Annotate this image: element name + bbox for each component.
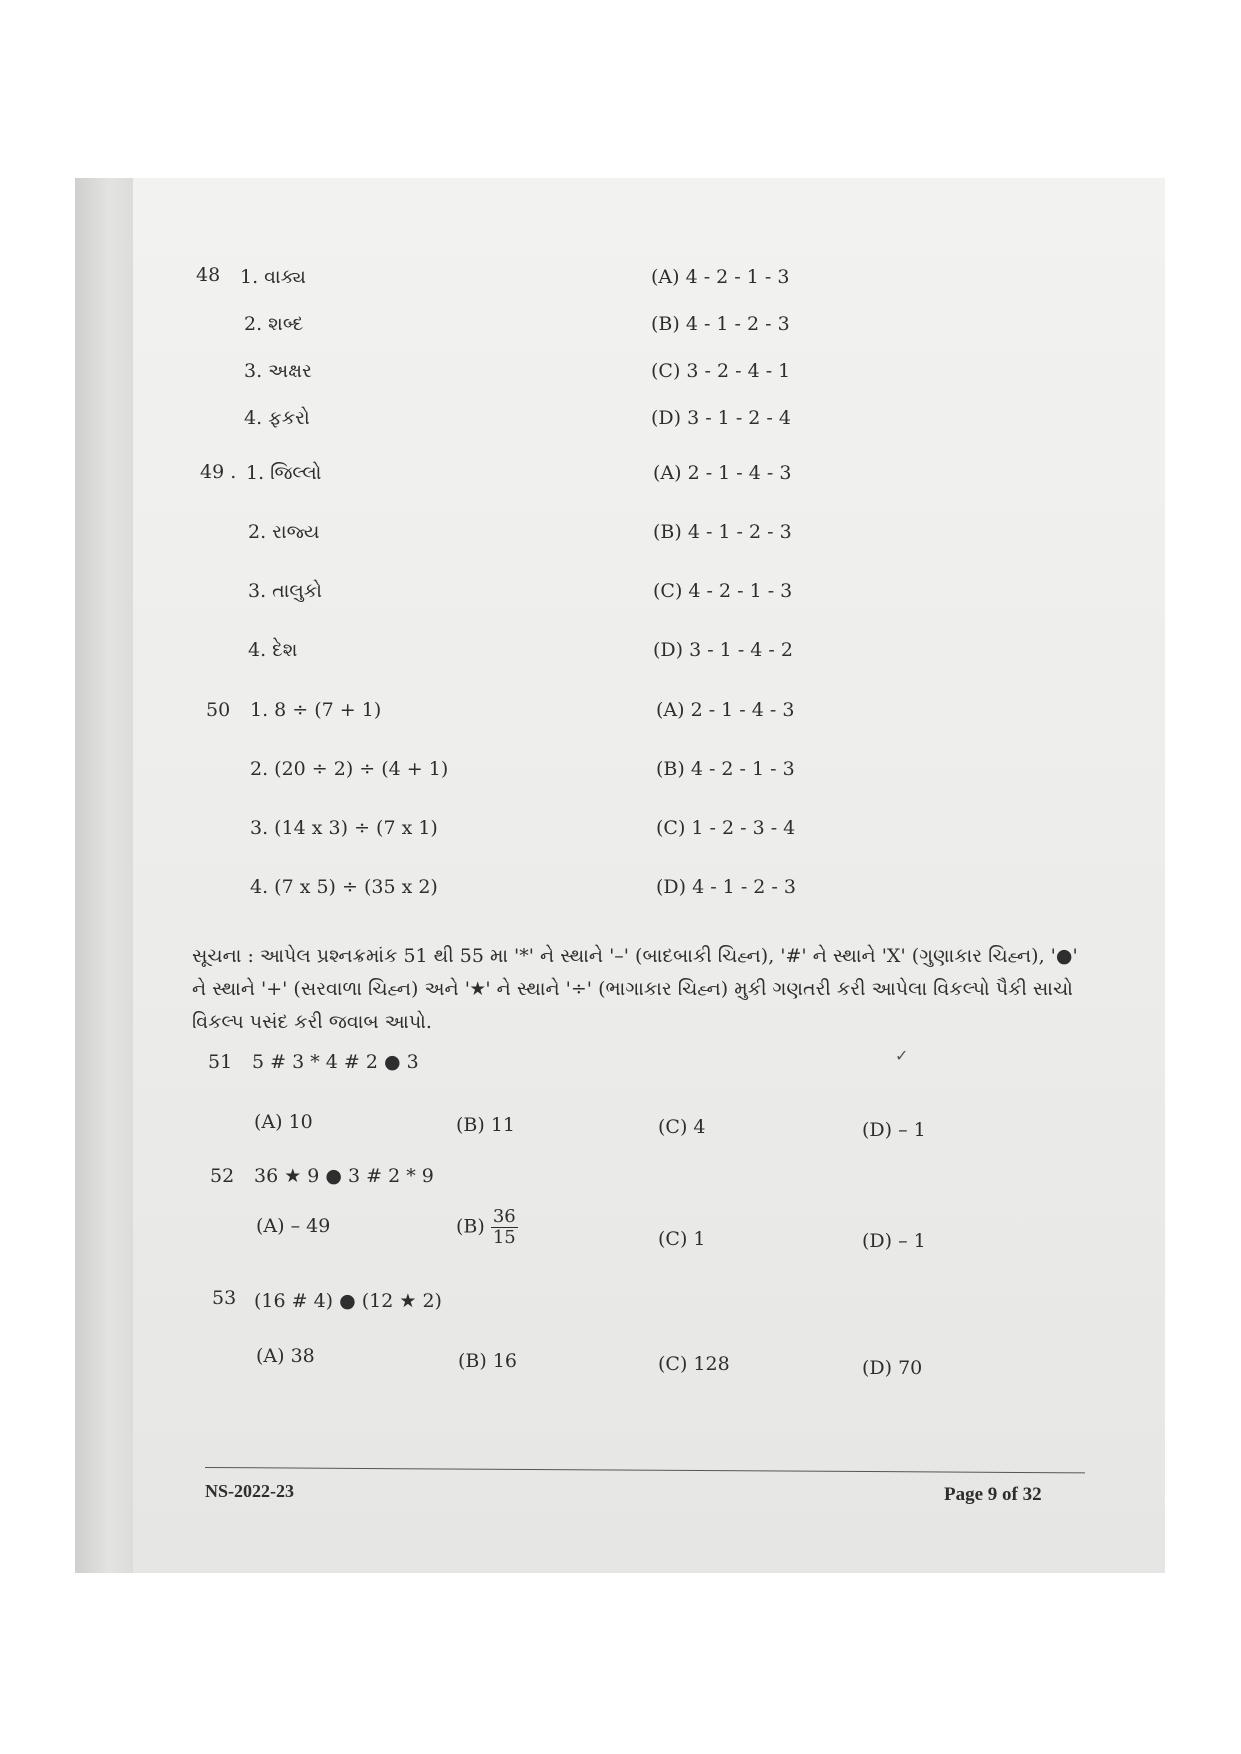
q49-item-1: 1. જિલ્લો (246, 462, 322, 484)
q51-option-b: (B) 11 (456, 1114, 516, 1136)
question-number-52: 52 (210, 1165, 235, 1187)
handwritten-check-icon: ✓ (895, 1046, 909, 1065)
q49-item-2: 2. રાજ્ય (248, 521, 320, 543)
q48-option-b: (B) 4 - 1 - 2 - 3 (651, 313, 790, 335)
q49-item-3: 3. તાલુકો (248, 580, 322, 602)
q51-option-a: (A) 10 (254, 1111, 313, 1133)
q53-option-c: (C) 128 (658, 1353, 730, 1375)
question-number-50: 50 (206, 699, 231, 721)
q51-option-c: (C) 4 (658, 1116, 706, 1138)
q49-option-d: (D) 3 - 1 - 4 - 2 (653, 639, 793, 661)
q53-option-b: (B) 16 (458, 1350, 518, 1372)
instruction-label: સૂચના : (192, 945, 254, 967)
q50-option-d: (D) 4 - 1 - 2 - 3 (656, 876, 796, 898)
q50-option-a: (A) 2 - 1 - 4 - 3 (656, 699, 795, 721)
q48-option-a: (A) 4 - 2 - 1 - 3 (651, 266, 790, 288)
q52-option-b-fraction (491, 1207, 518, 1248)
fraction-denominator: 15 (492, 1226, 516, 1248)
q49-option-c: (C) 4 - 2 - 1 - 3 (653, 580, 793, 602)
q52-option-b-label: (B) (456, 1215, 485, 1238)
q48-item-3: 3. અક્ષર (244, 360, 312, 382)
q51-expression: 5 # 3 * 4 # 2 ● 3 (252, 1051, 419, 1073)
fraction-numerator: 36 (492, 1206, 516, 1227)
q52-option-c: (C) 1 (658, 1228, 706, 1250)
q48-item-4: 4. ફકરો (244, 407, 310, 429)
q52-option-b (456, 1207, 518, 1248)
q48-item-1: 1. વાક્ય (240, 266, 306, 288)
q53-expression: (16 # 4) ● (12 ★ 2) (254, 1290, 442, 1312)
question-number-49: 49 . (200, 461, 237, 483)
document-code: NS-2022-23 (205, 1481, 294, 1501)
q50-option-b: (B) 4 - 2 - 1 - 3 (656, 758, 795, 780)
page-fold (75, 178, 133, 1573)
q49-option-b: (B) 4 - 1 - 2 - 3 (653, 521, 792, 543)
q50-item-1: 1. 8 ÷ (7 + 1) (250, 699, 382, 721)
q50-item-4: 4. (7 x 5) ÷ (35 x 2) (250, 876, 438, 898)
question-number-51: 51 (208, 1051, 233, 1073)
q52-expression: 36 ★ 9 ● 3 # 2 * 9 (254, 1165, 434, 1187)
question-number-48: 48 (196, 264, 221, 286)
q49-item-4: 4. દેશ (248, 639, 298, 661)
q52-option-a: (A) – 49 (256, 1215, 331, 1237)
q50-item-3: 3. (14 x 3) ÷ (7 x 1) (250, 817, 438, 839)
q52-option-d: (D) – 1 (862, 1230, 926, 1252)
q51-option-d: (D) – 1 (862, 1119, 926, 1141)
instruction-text: આપેલ પ્રશ્નક્રમાંક 51 થી 55 મા '*' ને સ્થાને '–' (બાદબાકી ચિહ્ન), '#' ને સ્થાને 'X' (ગુણાકાર ચિહ્ન), '●' ને સ્થાને '+' (સરવાળા ચિહ્ન) અને '★' ને સ્થાને '÷' (ભાગાકાર ચિહ્ન) મુકી ગણતરી કરી આપેલા વિકલ્પો પૈકી સાચો વિકલ્પ પસંદ કરી જવાબ આપો. (192, 945, 1078, 1033)
question-number-53: 53 (212, 1287, 237, 1309)
instruction-note (192, 940, 1082, 1039)
q49-option-a: (A) 2 - 1 - 4 - 3 (653, 462, 792, 484)
q50-item-2: 2. (20 ÷ 2) ÷ (4 + 1) (250, 758, 449, 780)
q53-option-d: (D) 70 (862, 1357, 923, 1379)
q50-option-c: (C) 1 - 2 - 3 - 4 (656, 817, 796, 839)
page-number: Page 9 of 32 (944, 1484, 1042, 1505)
q48-option-d: (D) 3 - 1 - 2 - 4 (651, 407, 791, 429)
q48-item-2: 2. શબ્દ (244, 313, 304, 335)
q53-option-a: (A) 38 (256, 1345, 315, 1367)
q48-option-c: (C) 3 - 2 - 4 - 1 (651, 360, 791, 382)
